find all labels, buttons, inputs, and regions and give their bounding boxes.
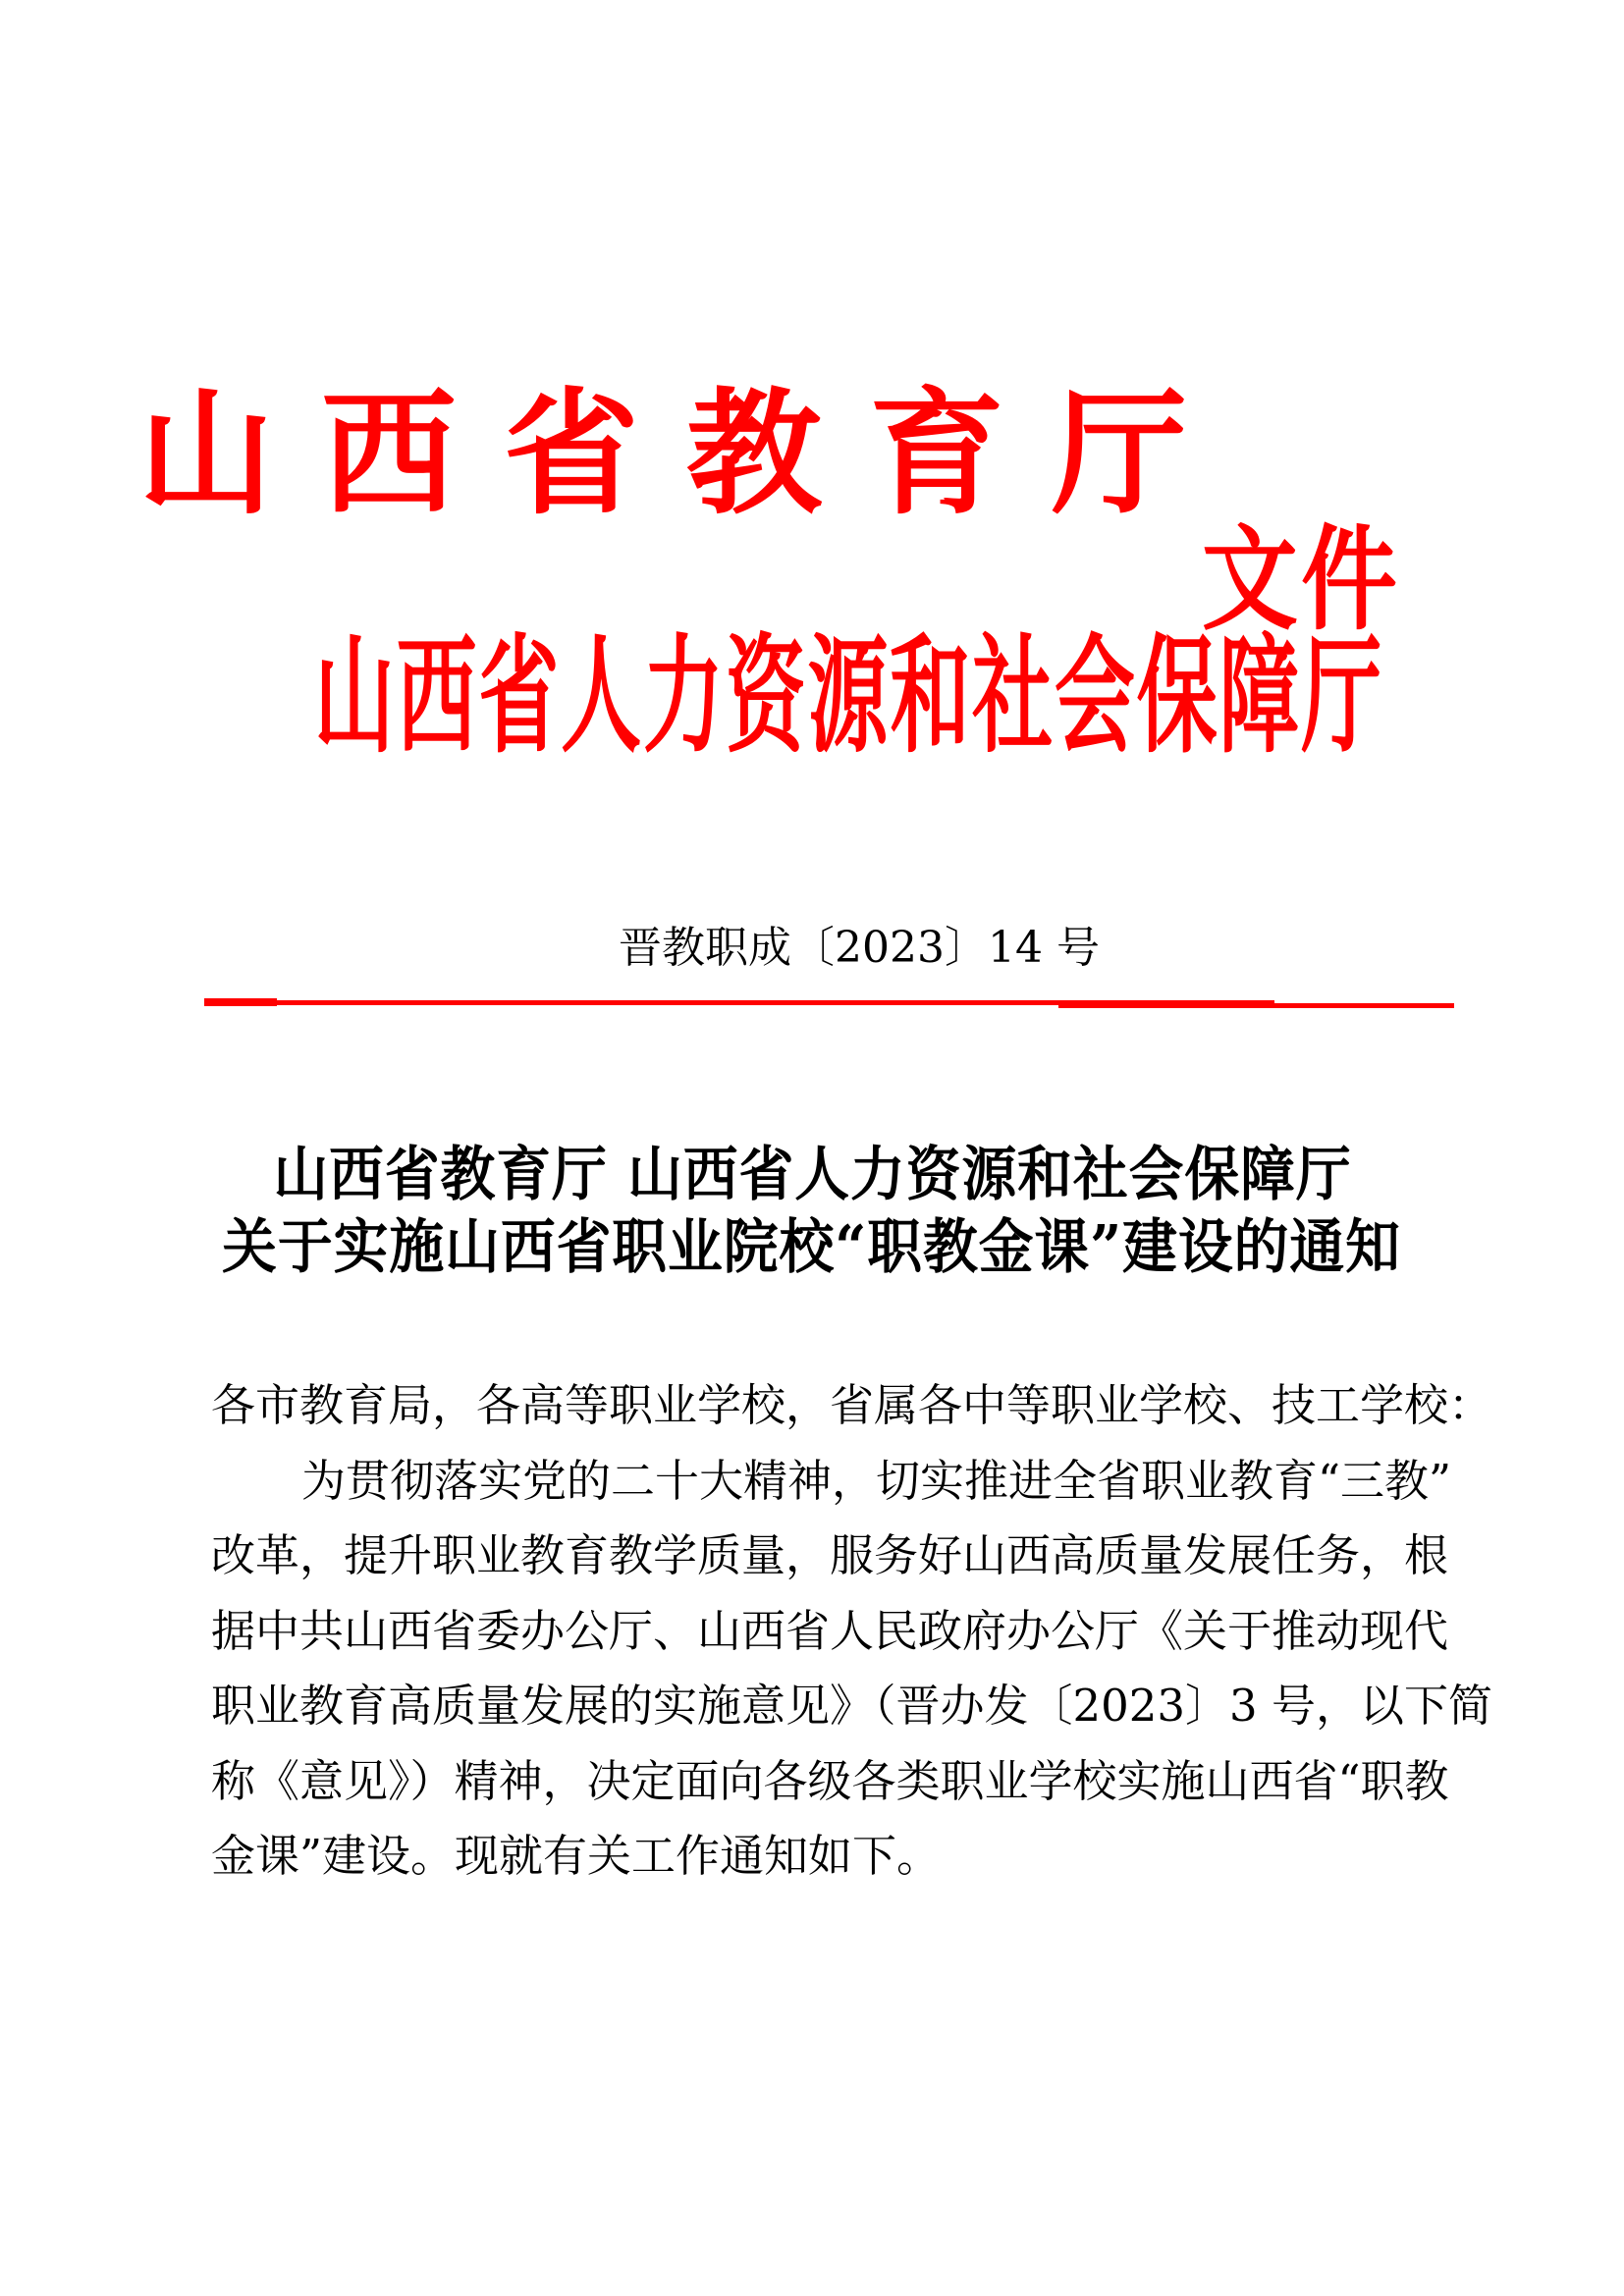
header-agency-line1: 山 西 省 教 育 厅: [137, 373, 1188, 533]
header-agency-line2: [0, 620, 1384, 771]
document-title: [111, 1139, 1513, 1284]
document-title-line2-text: 关于实施山西省职业院校“职教金课”建设的通知: [222, 1213, 1402, 1282]
document-title-line1-text: 山西省教育厅 山西省人力资源和社会保障厅: [272, 1141, 1352, 1209]
body-line: 金课”建设。现就有关工作通知如下。: [211, 1830, 942, 1882]
body-text: [211, 1368, 1493, 1895]
document-title-line2: [111, 1211, 1513, 1284]
header-doc-type-label: [1202, 513, 1435, 646]
document-number: 晋教职成〔2023〕14 号: [619, 923, 1100, 973]
red-separator-rule-right: [1058, 1003, 1454, 1008]
body-line: 据中共山西省委办公厅、山西省人民政府办公厅《关于推动现代: [211, 1604, 1449, 1657]
document-title-line1: [111, 1139, 1513, 1211]
body-line-salutation: 各市教育局，各高等职业学校，省属各中等职业学校、技工学校：: [211, 1379, 1493, 1431]
body-line: 称《意见》）精神，决定面向各级各类职业学校实施山西省“职教: [211, 1754, 1449, 1807]
header-doc-type-text: 文件: [1202, 513, 1401, 646]
body-line: 职业教育高质量发展的实施意见》（晋办发〔2023〕3 号，以下简: [211, 1680, 1492, 1732]
body-line: 改革，提升职业教育教学质量，服务好山西高质量发展任务，根: [211, 1529, 1449, 1581]
body-line: 为贯彻落实党的二十大精神，切实推进全省职业教育“三教”: [301, 1454, 1452, 1507]
header-agency-line2-text: 山西省人力资源和社会保障厅: [313, 620, 1384, 771]
